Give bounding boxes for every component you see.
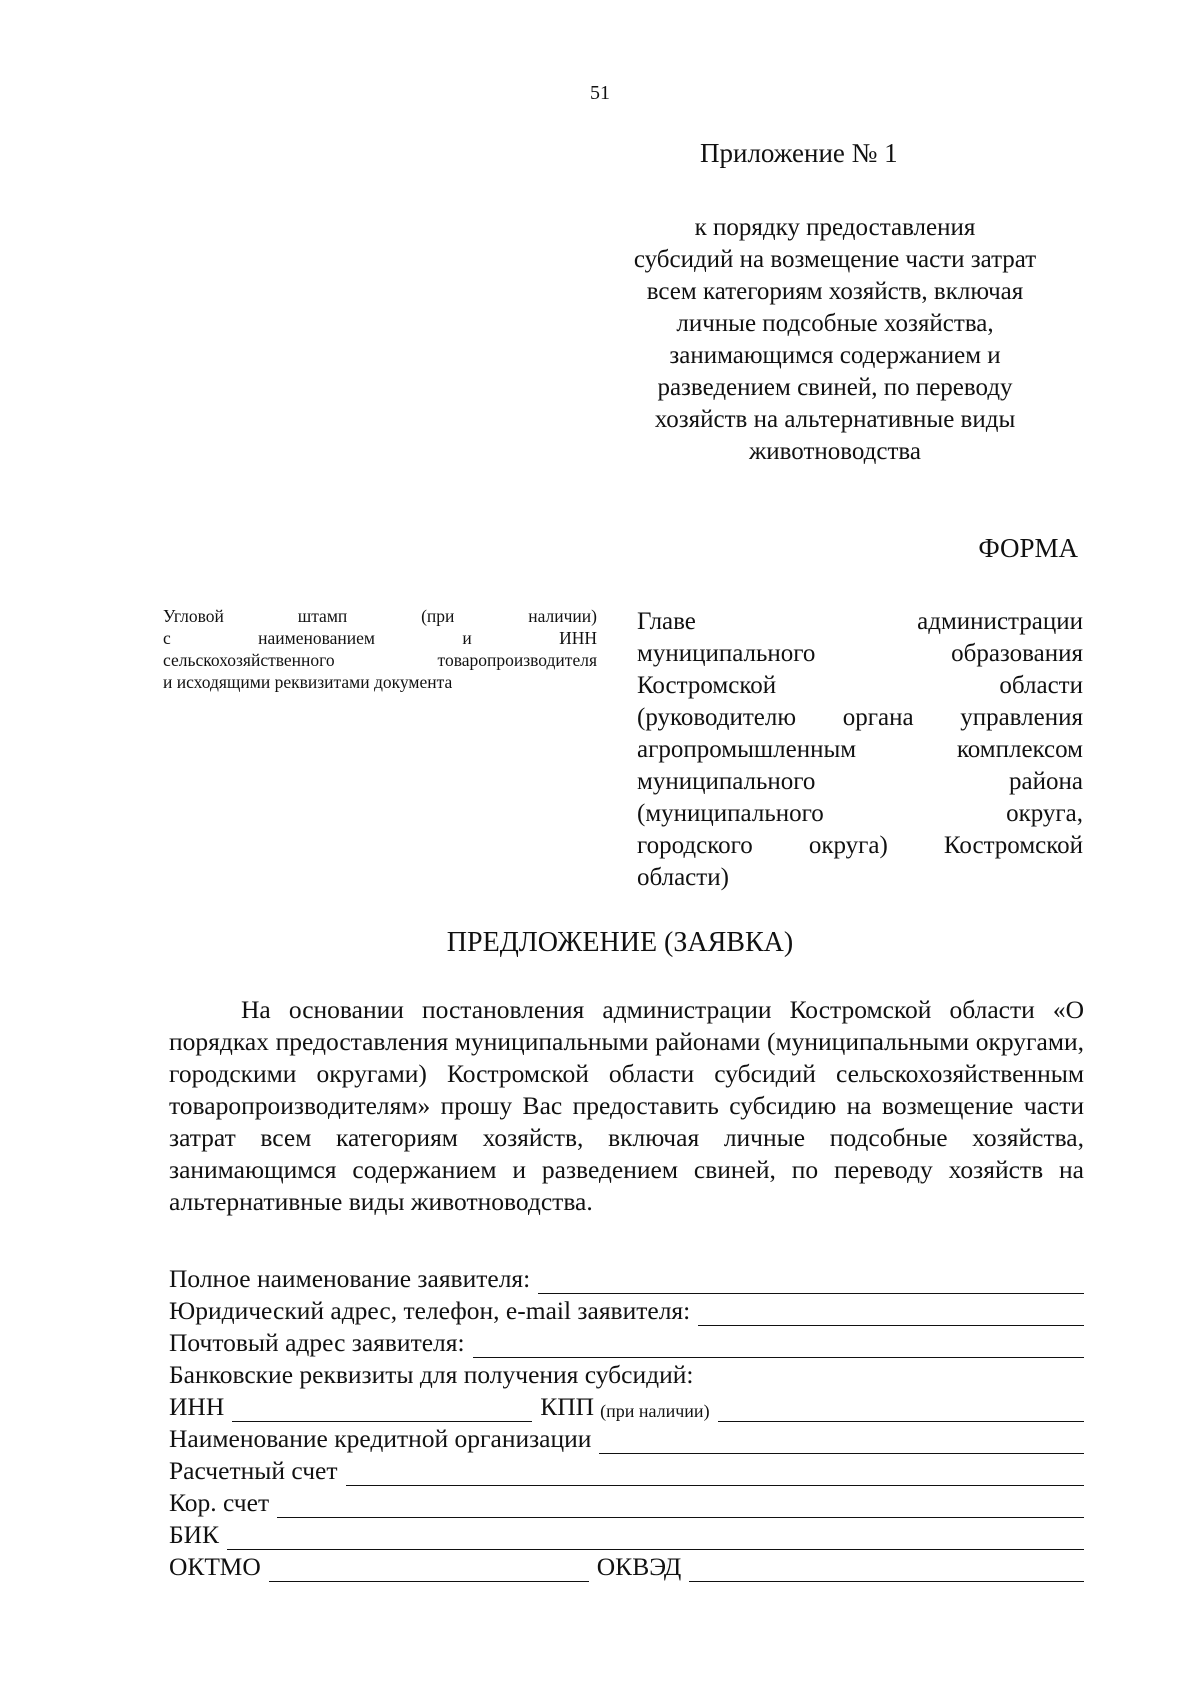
- stamp-note-line: сельскохозяйственного товаропроизводителя: [163, 650, 597, 670]
- appendix-subtitle-line: животноводства: [749, 438, 921, 465]
- account-blank[interactable]: [346, 1463, 1085, 1486]
- appendix-subtitle: [600, 212, 1070, 468]
- stamp-note-line: с наименованием и ИНН: [163, 628, 597, 648]
- addressee-line: области): [637, 864, 729, 891]
- kpp-note: (при наличии): [600, 1401, 710, 1421]
- postal-address-label: Почтовый адрес заявителя:: [169, 1328, 465, 1357]
- addressee-line: городского округа) Костромской: [637, 832, 1083, 859]
- corr-account-label: Кор. счет: [169, 1488, 270, 1517]
- field-row-corr-account: [169, 1486, 1084, 1518]
- field-row-legal-address: [169, 1294, 1084, 1326]
- okved-blank[interactable]: [689, 1559, 1084, 1582]
- page-number: 51: [590, 82, 610, 104]
- full-name-blank[interactable]: [538, 1271, 1084, 1294]
- appendix-subtitle-line: субсидий на возмещение части затрат: [633, 246, 1037, 273]
- field-row-oktmo-okved: [169, 1550, 1084, 1582]
- appendix-title: Приложение № 1: [700, 138, 898, 168]
- body-paragraph: На основании постановления администрации Костромской области «О порядках предоставления муниципальными районами (муниципальными округами, городскими округами) Костромской области субсидий сельскохозяйственным товаропроизводителям» прошу Вас предоставить субсидию на возмещение части затрат всем категориям хозяйств, включая личные подсобные хозяйства, занимающимся содержанием и разведением свиней, по переводу хозяйств на альтернативные виды животноводства.: [169, 995, 1084, 1216]
- appendix-subtitle-line: к порядку предоставления: [694, 214, 976, 241]
- legal-address-blank[interactable]: [698, 1303, 1084, 1326]
- field-row-bik: [169, 1518, 1084, 1550]
- appendix-subtitle-line: всем категориям хозяйств, включая: [646, 278, 1024, 305]
- appendix-subtitle-line: разведением свиней, по переводу: [657, 374, 1013, 401]
- form-label: ФОРМА: [978, 533, 1078, 563]
- addressee-block: [637, 606, 1083, 894]
- addressee-line: муниципального района: [637, 768, 1083, 795]
- addressee-line: Главе администрации: [637, 608, 1083, 635]
- inn-blank[interactable]: [232, 1399, 532, 1422]
- bik-blank[interactable]: [227, 1527, 1084, 1550]
- applicant-fields: [169, 1262, 1084, 1582]
- addressee-line: агропромышленным комплексом: [637, 736, 1083, 763]
- stamp-note-line: и исходящими реквизитами документа: [163, 672, 453, 692]
- credit-org-blank[interactable]: [599, 1431, 1084, 1454]
- addressee-line: Костромской области: [637, 672, 1083, 699]
- field-row-account: [169, 1454, 1084, 1486]
- appendix-subtitle-line: личные подсобные хозяйства,: [676, 310, 994, 337]
- appendix-subtitle-line: занимающимся содержанием и: [669, 342, 1001, 369]
- full-name-label: Полное наименование заявителя:: [169, 1264, 531, 1293]
- corr-account-blank[interactable]: [277, 1495, 1084, 1518]
- field-row-credit-org: [169, 1422, 1084, 1454]
- kpp-blank[interactable]: [718, 1399, 1084, 1422]
- okved-label: ОКВЭД: [596, 1552, 682, 1581]
- oktmo-label: ОКТМО: [169, 1552, 261, 1581]
- addressee-line: (руководителю органа управления: [637, 704, 1083, 731]
- field-row-postal-address: [169, 1326, 1084, 1358]
- field-row-inn-kpp: [169, 1390, 1084, 1422]
- request-title: ПРЕДЛОЖЕНИЕ (ЗАЯВКА): [446, 927, 794, 958]
- bank-details-label: Банковские реквизиты для получения субсидий:: [169, 1360, 694, 1389]
- legal-address-label: Юридический адрес, телефон, e-mail заявителя:: [169, 1296, 691, 1325]
- field-row-full-name: [169, 1262, 1084, 1294]
- addressee-line: (муниципального округа,: [637, 800, 1083, 827]
- field-row-bank-details: [169, 1358, 1084, 1390]
- kpp-label: КПП: [540, 1392, 595, 1421]
- postal-address-blank[interactable]: [473, 1335, 1084, 1358]
- account-label: Расчетный счет: [169, 1456, 338, 1485]
- addressee-line: муниципального образования: [637, 640, 1083, 667]
- oktmo-blank[interactable]: [269, 1559, 589, 1582]
- credit-org-label: Наименование кредитной организации: [169, 1424, 592, 1453]
- bik-label: БИК: [169, 1520, 220, 1549]
- appendix-subtitle-line: хозяйств на альтернативные виды: [654, 406, 1016, 433]
- stamp-note-line: Угловой штамп (при наличии): [163, 606, 597, 626]
- inn-label: ИНН: [169, 1392, 225, 1421]
- corner-stamp-note: [163, 605, 597, 693]
